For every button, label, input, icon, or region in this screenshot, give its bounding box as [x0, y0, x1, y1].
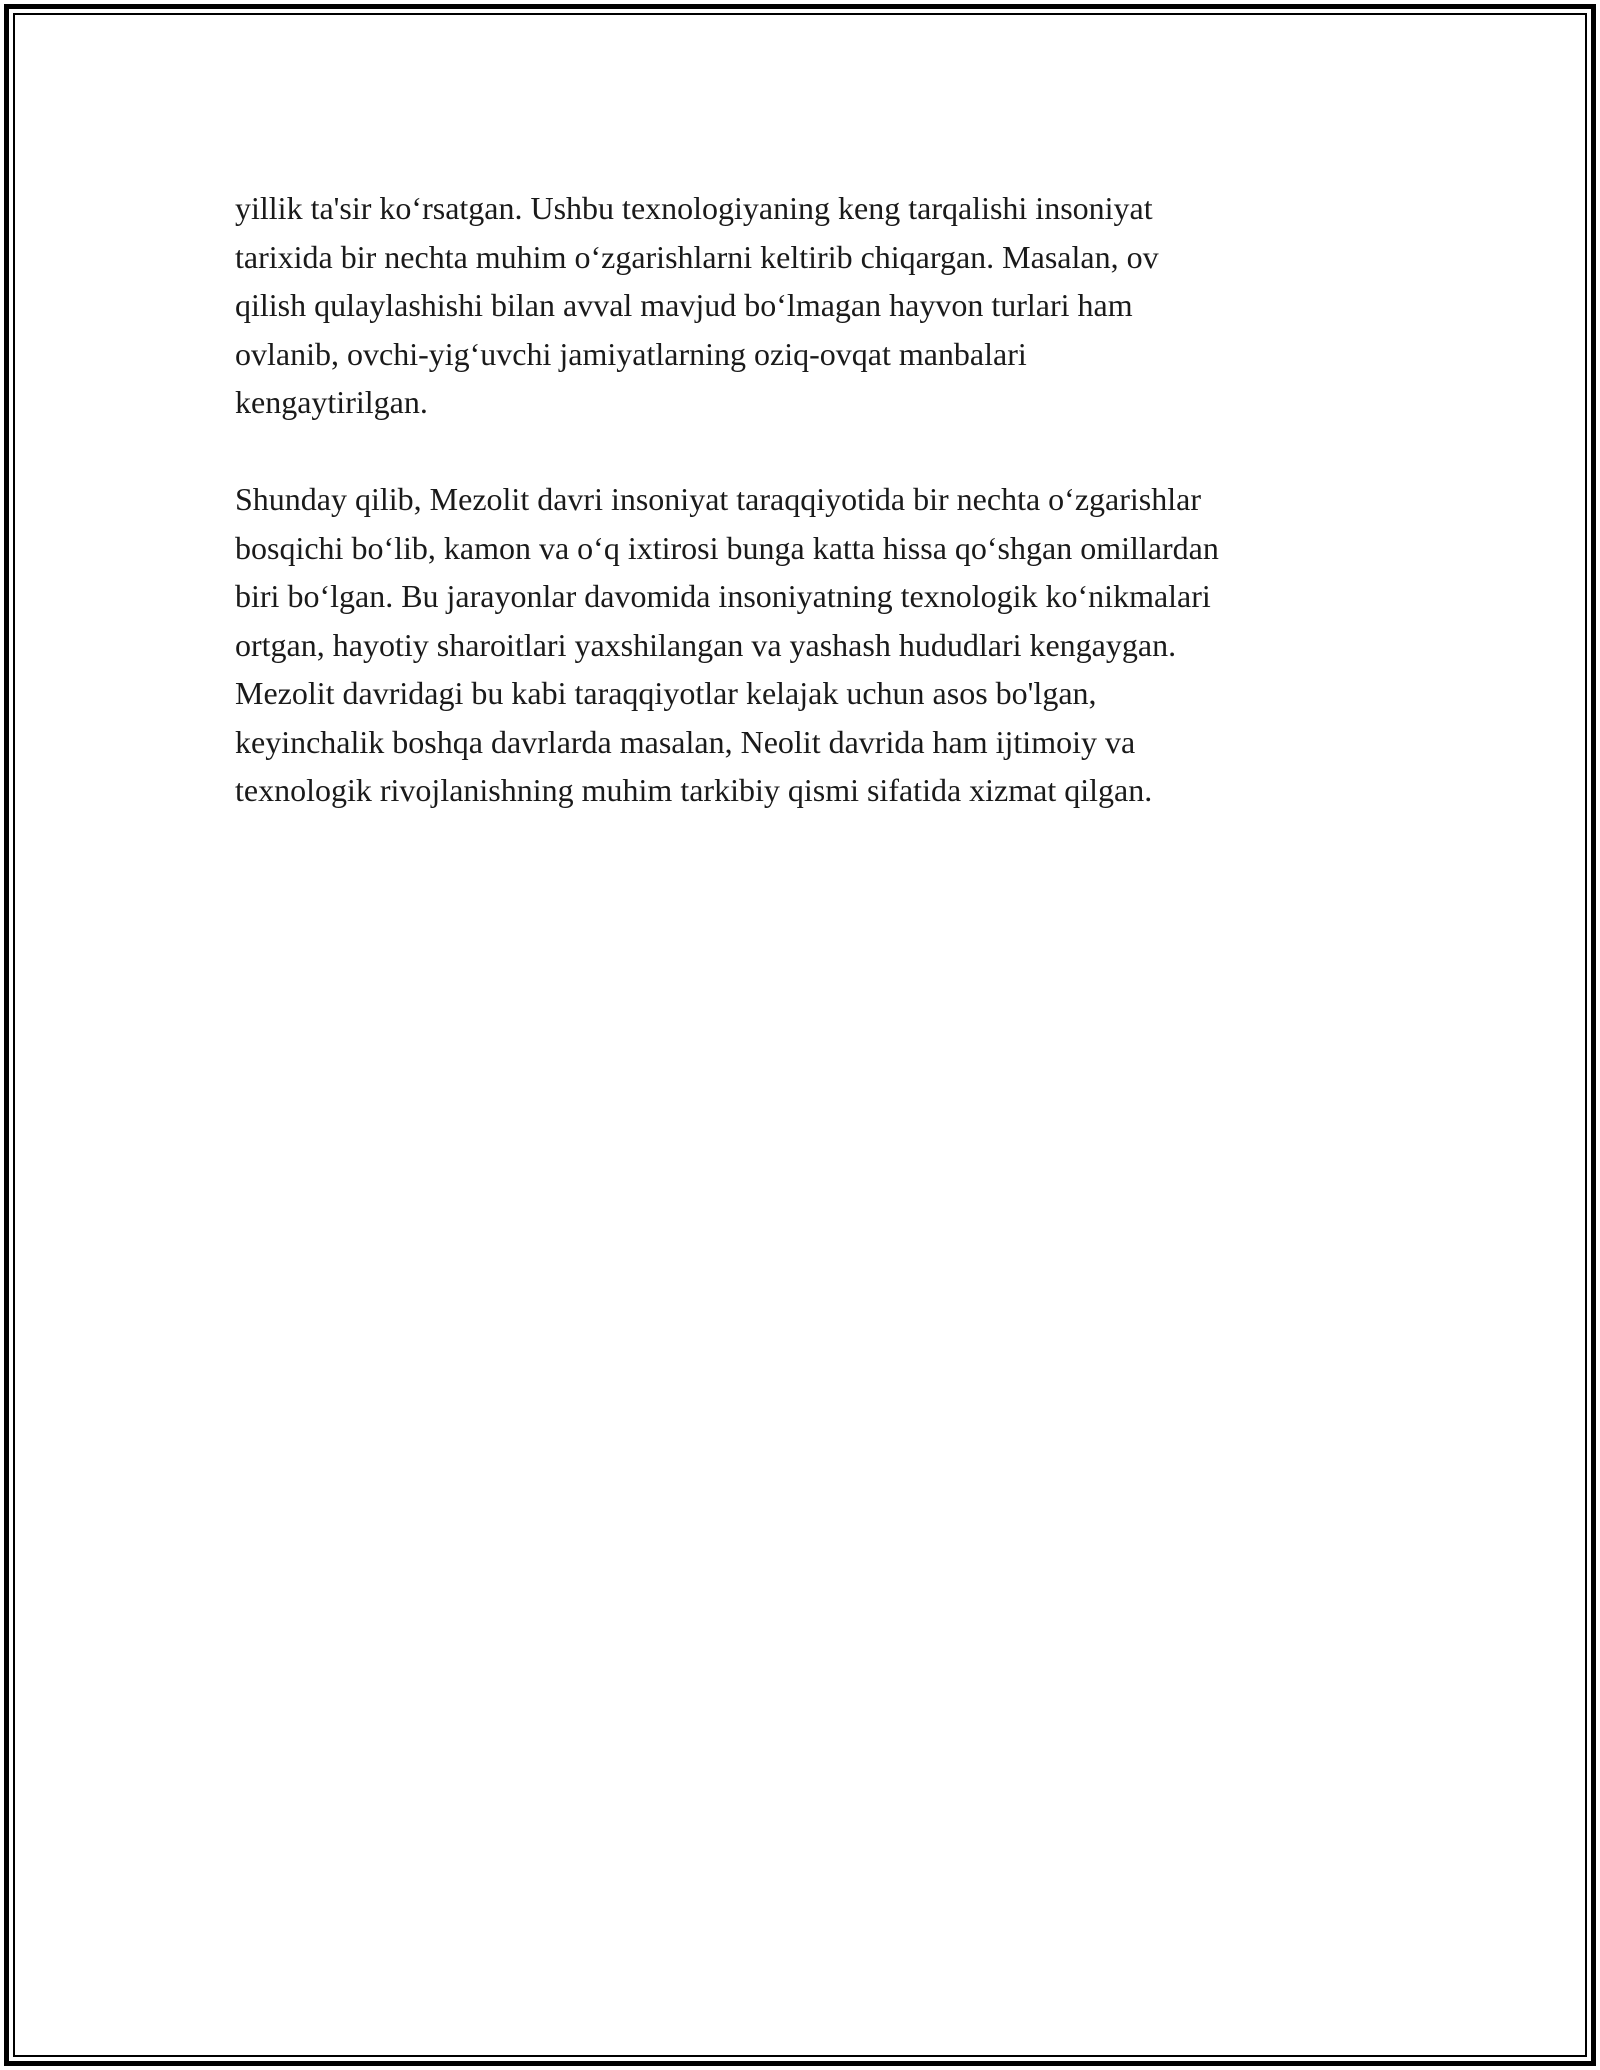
paragraph-line: Shunday qilib, Mezolit davri insoniyat taraqqiyotida bir nechta o‘zgarishlar	[235, 481, 1201, 517]
paragraph-1	[235, 184, 1375, 427]
paragraph-line: texnologik rivojlanishning muhim tarkibiy qismi sifatida xizmat qilgan.	[235, 772, 1153, 808]
paragraph-line: ortgan, hayotiy sharoitlari yaxshilangan va yashash hududlari kengaygan.	[235, 626, 1177, 663]
paragraph-line: qilish qulaylashishi bilan avval mavjud bo‘lmagan hayvon turlari ham	[235, 287, 1133, 323]
paragraph-line: yillik ta'sir ko‘rsatgan. Ushbu texnologiyaning keng tarqalishi insoniyat	[235, 190, 1153, 226]
paragraph-line: biri bo‘lgan. Bu jarayonlar davomida insoniyatning texnologik ko‘nikmalari	[235, 578, 1211, 614]
paragraph-2	[235, 475, 1375, 815]
paragraph-line: keyinchalik boshqa davrlarda masalan, Neolit davrida ham ijtimoiy va	[235, 723, 1136, 760]
paragraph-line: tarixida bir nechta muhim o‘zgarishlarni keltirib chiqargan. Masalan, ov	[235, 238, 1159, 275]
paragraph-line: ovlanib, ovchi-yig‘uvchi jamiyatlarning oziq-ovqat manbalari	[235, 335, 1027, 372]
paragraph-line: kengaytirilgan.	[235, 384, 428, 420]
paragraph-line: bosqichi bo‘lib, kamon va o‘q ixtirosi bunga katta hissa qo‘shgan omillardan	[235, 529, 1219, 566]
document-body	[235, 184, 1375, 863]
paragraph-line: Mezolit davridagi bu kabi taraqqiyotlar kelajak uchun asos bo'lgan,	[235, 675, 1097, 711]
